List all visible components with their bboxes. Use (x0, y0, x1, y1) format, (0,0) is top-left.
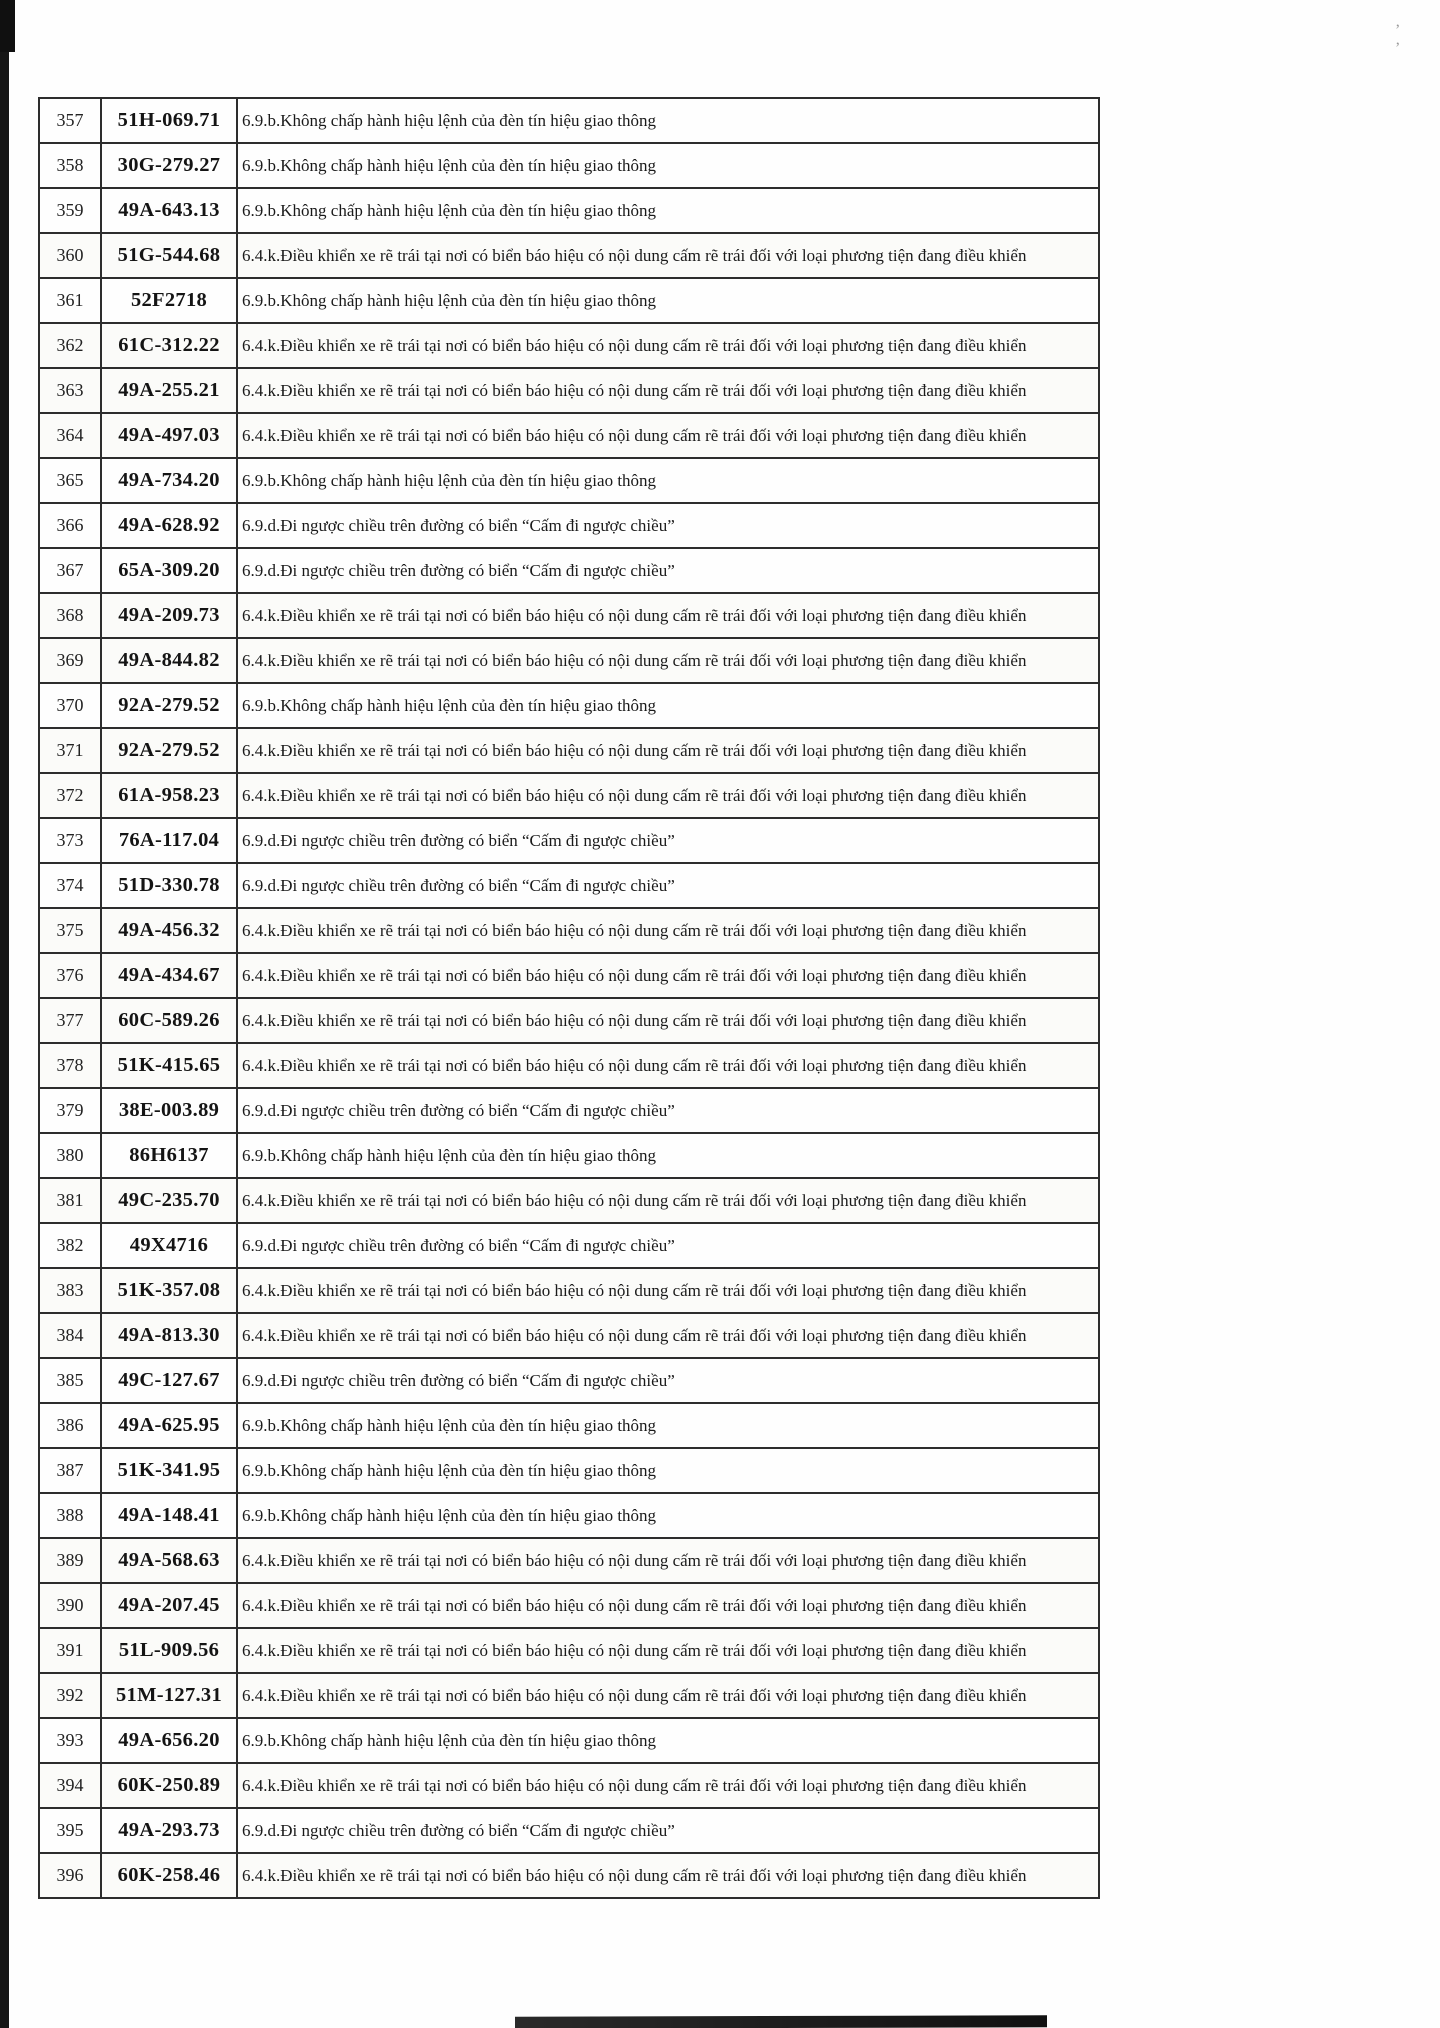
license-plate-cell: 49A-628.92 (101, 503, 237, 548)
table-row (39, 1853, 1099, 1898)
row-number-cell: 396 (39, 1853, 101, 1898)
violation-table (38, 97, 1100, 1899)
violation-description-cell: 6.9.d.Đi ngược chiều trên đường có biển “Cấm đi ngược chiều” (237, 1358, 1099, 1403)
table-row (39, 1358, 1099, 1403)
table-row (39, 863, 1099, 908)
row-number-cell: 362 (39, 323, 101, 368)
violation-description-cell: 6.4.k.Điều khiển xe rẽ trái tại nơi có biển báo hiệu có nội dung cấm rẽ trái đối với loại phương tiện đang điều khiển (237, 1583, 1099, 1628)
row-number-cell: 383 (39, 1268, 101, 1313)
violation-description-cell: 6.4.k.Điều khiển xe rẽ trái tại nơi có biển báo hiệu có nội dung cấm rẽ trái đối với loại phương tiện đang điều khiển (237, 728, 1099, 773)
violation-description-cell: 6.9.b.Không chấp hành hiệu lệnh của đèn tín hiệu giao thông (237, 458, 1099, 503)
license-plate-cell: 49C-127.67 (101, 1358, 237, 1403)
table-row (39, 233, 1099, 278)
license-plate-cell: 51D-330.78 (101, 863, 237, 908)
table-row (39, 188, 1099, 233)
license-plate-cell: 49X4716 (101, 1223, 237, 1268)
table-row (39, 728, 1099, 773)
row-number-cell: 373 (39, 818, 101, 863)
row-number-cell: 386 (39, 1403, 101, 1448)
license-plate-cell: 51G-544.68 (101, 233, 237, 278)
violation-description-cell: 6.4.k.Điều khiển xe rẽ trái tại nơi có biển báo hiệu có nội dung cấm rẽ trái đối với loại phương tiện đang điều khiển (237, 593, 1099, 638)
violation-description-cell: 6.4.k.Điều khiển xe rẽ trái tại nơi có biển báo hiệu có nội dung cấm rẽ trái đối với loại phương tiện đang điều khiển (237, 1178, 1099, 1223)
license-plate-cell: 49A-844.82 (101, 638, 237, 683)
license-plate-cell: 76A-117.04 (101, 818, 237, 863)
row-number-cell: 367 (39, 548, 101, 593)
license-plate-cell: 61A-958.23 (101, 773, 237, 818)
license-plate-cell: 49A-434.67 (101, 953, 237, 998)
violation-description-cell: 6.4.k.Điều khiển xe rẽ trái tại nơi có biển báo hiệu có nội dung cấm rẽ trái đối với loại phương tiện đang điều khiển (237, 773, 1099, 818)
license-plate-cell: 49A-813.30 (101, 1313, 237, 1358)
violation-description-cell: 6.4.k.Điều khiển xe rẽ trái tại nơi có biển báo hiệu có nội dung cấm rẽ trái đối với loại phương tiện đang điều khiển (237, 233, 1099, 278)
license-plate-cell: 86H6137 (101, 1133, 237, 1178)
row-number-cell: 369 (39, 638, 101, 683)
license-plate-cell: 61C-312.22 (101, 323, 237, 368)
table-row (39, 548, 1099, 593)
table-row (39, 458, 1099, 503)
violation-description-cell: 6.4.k.Điều khiển xe rẽ trái tại nơi có biển báo hiệu có nội dung cấm rẽ trái đối với loại phương tiện đang điều khiển (237, 413, 1099, 458)
license-plate-cell: 49A-497.03 (101, 413, 237, 458)
violation-description-cell: 6.9.d.Đi ngược chiều trên đường có biển “Cấm đi ngược chiều” (237, 1223, 1099, 1268)
row-number-cell: 390 (39, 1583, 101, 1628)
violation-description-cell: 6.4.k.Điều khiển xe rẽ trái tại nơi có biển báo hiệu có nội dung cấm rẽ trái đối với loại phương tiện đang điều khiển (237, 1673, 1099, 1718)
table-row (39, 1043, 1099, 1088)
license-plate-cell: 49A-209.73 (101, 593, 237, 638)
scan-mark: ʼ ʼ (1395, 22, 1415, 57)
license-plate-cell: 92A-279.52 (101, 728, 237, 773)
table-row (39, 773, 1099, 818)
table-row (39, 1223, 1099, 1268)
row-number-cell: 357 (39, 98, 101, 143)
row-number-cell: 368 (39, 593, 101, 638)
license-plate-cell: 49A-643.13 (101, 188, 237, 233)
row-number-cell: 382 (39, 1223, 101, 1268)
row-number-cell: 377 (39, 998, 101, 1043)
license-plate-cell: 49A-456.32 (101, 908, 237, 953)
table-row (39, 1718, 1099, 1763)
license-plate-cell: 51H-069.71 (101, 98, 237, 143)
row-number-cell: 372 (39, 773, 101, 818)
violation-description-cell: 6.9.b.Không chấp hành hiệu lệnh của đèn tín hiệu giao thông (237, 98, 1099, 143)
violation-description-cell: 6.9.d.Đi ngược chiều trên đường có biển “Cấm đi ngược chiều” (237, 818, 1099, 863)
row-number-cell: 371 (39, 728, 101, 773)
table-row (39, 1538, 1099, 1583)
scan-corner-artifact (0, 0, 15, 52)
row-number-cell: 391 (39, 1628, 101, 1673)
table-row (39, 1178, 1099, 1223)
violation-description-cell: 6.9.b.Không chấp hành hiệu lệnh của đèn tín hiệu giao thông (237, 143, 1099, 188)
table-row (39, 413, 1099, 458)
row-number-cell: 393 (39, 1718, 101, 1763)
table-row (39, 998, 1099, 1043)
row-number-cell: 384 (39, 1313, 101, 1358)
license-plate-cell: 38E-003.89 (101, 1088, 237, 1133)
row-number-cell: 388 (39, 1493, 101, 1538)
violation-description-cell: 6.4.k.Điều khiển xe rẽ trái tại nơi có biển báo hiệu có nội dung cấm rẽ trái đối với loại phương tiện đang điều khiển (237, 1268, 1099, 1313)
row-number-cell: 375 (39, 908, 101, 953)
violation-description-cell: 6.9.b.Không chấp hành hiệu lệnh của đèn tín hiệu giao thông (237, 683, 1099, 728)
violation-description-cell: 6.9.b.Không chấp hành hiệu lệnh của đèn tín hiệu giao thông (237, 1448, 1099, 1493)
table-row (39, 1493, 1099, 1538)
table-row (39, 143, 1099, 188)
row-number-cell: 379 (39, 1088, 101, 1133)
license-plate-cell: 51M-127.31 (101, 1673, 237, 1718)
row-number-cell: 363 (39, 368, 101, 413)
violation-description-cell: 6.4.k.Điều khiển xe rẽ trái tại nơi có biển báo hiệu có nội dung cấm rẽ trái đối với loại phương tiện đang điều khiển (237, 1538, 1099, 1583)
violation-description-cell: 6.4.k.Điều khiển xe rẽ trái tại nơi có biển báo hiệu có nội dung cấm rẽ trái đối với loại phương tiện đang điều khiển (237, 1628, 1099, 1673)
license-plate-cell: 49A-255.21 (101, 368, 237, 413)
violation-description-cell: 6.9.b.Không chấp hành hiệu lệnh của đèn tín hiệu giao thông (237, 278, 1099, 323)
table-row (39, 98, 1099, 143)
license-plate-cell: 49A-568.63 (101, 1538, 237, 1583)
violation-description-cell: 6.9.d.Đi ngược chiều trên đường có biển “Cấm đi ngược chiều” (237, 548, 1099, 593)
table-row (39, 1583, 1099, 1628)
scan-edge-artifact-bottom (515, 2015, 1047, 2028)
violation-description-cell: 6.9.b.Không chấp hành hiệu lệnh của đèn tín hiệu giao thông (237, 1133, 1099, 1178)
violation-description-cell: 6.9.b.Không chấp hành hiệu lệnh của đèn tín hiệu giao thông (237, 1403, 1099, 1448)
license-plate-cell: 49A-148.41 (101, 1493, 237, 1538)
violation-description-cell: 6.9.b.Không chấp hành hiệu lệnh của đèn tín hiệu giao thông (237, 1718, 1099, 1763)
table-row (39, 1088, 1099, 1133)
row-number-cell: 387 (39, 1448, 101, 1493)
row-number-cell: 395 (39, 1808, 101, 1853)
row-number-cell: 392 (39, 1673, 101, 1718)
violation-description-cell: 6.9.d.Đi ngược chiều trên đường có biển “Cấm đi ngược chiều” (237, 863, 1099, 908)
violation-description-cell: 6.9.d.Đi ngược chiều trên đường có biển “Cấm đi ngược chiều” (237, 1808, 1099, 1853)
license-plate-cell: 51K-341.95 (101, 1448, 237, 1493)
license-plate-cell: 49A-734.20 (101, 458, 237, 503)
violation-description-cell: 6.4.k.Điều khiển xe rẽ trái tại nơi có biển báo hiệu có nội dung cấm rẽ trái đối với loại phương tiện đang điều khiển (237, 908, 1099, 953)
table-row (39, 1268, 1099, 1313)
table-row (39, 1403, 1099, 1448)
violation-description-cell: 6.4.k.Điều khiển xe rẽ trái tại nơi có biển báo hiệu có nội dung cấm rẽ trái đối với loại phương tiện đang điều khiển (237, 368, 1099, 413)
table-row (39, 1763, 1099, 1808)
table-row (39, 683, 1099, 728)
license-plate-cell: 52F2718 (101, 278, 237, 323)
license-plate-cell: 60K-258.46 (101, 1853, 237, 1898)
violation-description-cell: 6.9.b.Không chấp hành hiệu lệnh của đèn tín hiệu giao thông (237, 1493, 1099, 1538)
license-plate-cell: 49A-207.45 (101, 1583, 237, 1628)
license-plate-cell: 65A-309.20 (101, 548, 237, 593)
row-number-cell: 359 (39, 188, 101, 233)
violation-description-cell: 6.4.k.Điều khiển xe rẽ trái tại nơi có biển báo hiệu có nội dung cấm rẽ trái đối với loại phương tiện đang điều khiển (237, 1853, 1099, 1898)
license-plate-cell: 60C-589.26 (101, 998, 237, 1043)
license-plate-cell: 30G-279.27 (101, 143, 237, 188)
license-plate-cell: 92A-279.52 (101, 683, 237, 728)
table-row (39, 503, 1099, 548)
violation-description-cell: 6.4.k.Điều khiển xe rẽ trái tại nơi có biển báo hiệu có nội dung cấm rẽ trái đối với loại phương tiện đang điều khiển (237, 1763, 1099, 1808)
violation-description-cell: 6.9.b.Không chấp hành hiệu lệnh của đèn tín hiệu giao thông (237, 188, 1099, 233)
row-number-cell: 381 (39, 1178, 101, 1223)
table-row (39, 1133, 1099, 1178)
row-number-cell: 374 (39, 863, 101, 908)
row-number-cell: 358 (39, 143, 101, 188)
table-row (39, 1628, 1099, 1673)
license-plate-cell: 51K-415.65 (101, 1043, 237, 1088)
row-number-cell: 380 (39, 1133, 101, 1178)
violation-description-cell: 6.9.d.Đi ngược chiều trên đường có biển “Cấm đi ngược chiều” (237, 1088, 1099, 1133)
row-number-cell: 394 (39, 1763, 101, 1808)
row-number-cell: 360 (39, 233, 101, 278)
license-plate-cell: 60K-250.89 (101, 1763, 237, 1808)
license-plate-cell: 49A-293.73 (101, 1808, 237, 1853)
row-number-cell: 378 (39, 1043, 101, 1088)
row-number-cell: 376 (39, 953, 101, 998)
violation-description-cell: 6.9.d.Đi ngược chiều trên đường có biển “Cấm đi ngược chiều” (237, 503, 1099, 548)
table-row (39, 818, 1099, 863)
table-row (39, 1448, 1099, 1493)
table-row (39, 1313, 1099, 1358)
table-row (39, 593, 1099, 638)
row-number-cell: 361 (39, 278, 101, 323)
table-row (39, 908, 1099, 953)
license-plate-cell: 51L-909.56 (101, 1628, 237, 1673)
table-row (39, 1673, 1099, 1718)
license-plate-cell: 51K-357.08 (101, 1268, 237, 1313)
violation-description-cell: 6.4.k.Điều khiển xe rẽ trái tại nơi có biển báo hiệu có nội dung cấm rẽ trái đối với loại phương tiện đang điều khiển (237, 323, 1099, 368)
row-number-cell: 389 (39, 1538, 101, 1583)
violation-description-cell: 6.4.k.Điều khiển xe rẽ trái tại nơi có biển báo hiệu có nội dung cấm rẽ trái đối với loại phương tiện đang điều khiển (237, 953, 1099, 998)
table-row (39, 278, 1099, 323)
violation-description-cell: 6.4.k.Điều khiển xe rẽ trái tại nơi có biển báo hiệu có nội dung cấm rẽ trái đối với loại phương tiện đang điều khiển (237, 1313, 1099, 1358)
violation-description-cell: 6.4.k.Điều khiển xe rẽ trái tại nơi có biển báo hiệu có nội dung cấm rẽ trái đối với loại phương tiện đang điều khiển (237, 638, 1099, 683)
violation-description-cell: 6.4.k.Điều khiển xe rẽ trái tại nơi có biển báo hiệu có nội dung cấm rẽ trái đối với loại phương tiện đang điều khiển (237, 1043, 1099, 1088)
table-row (39, 368, 1099, 413)
table-row (39, 638, 1099, 683)
scan-edge-artifact-left (0, 0, 9, 2028)
row-number-cell: 370 (39, 683, 101, 728)
license-plate-cell: 49A-656.20 (101, 1718, 237, 1763)
row-number-cell: 366 (39, 503, 101, 548)
license-plate-cell: 49A-625.95 (101, 1403, 237, 1448)
table-row (39, 1808, 1099, 1853)
table-row (39, 953, 1099, 998)
license-plate-cell: 49C-235.70 (101, 1178, 237, 1223)
table-row (39, 323, 1099, 368)
violation-description-cell: 6.4.k.Điều khiển xe rẽ trái tại nơi có biển báo hiệu có nội dung cấm rẽ trái đối với loại phương tiện đang điều khiển (237, 998, 1099, 1043)
row-number-cell: 364 (39, 413, 101, 458)
row-number-cell: 365 (39, 458, 101, 503)
row-number-cell: 385 (39, 1358, 101, 1403)
